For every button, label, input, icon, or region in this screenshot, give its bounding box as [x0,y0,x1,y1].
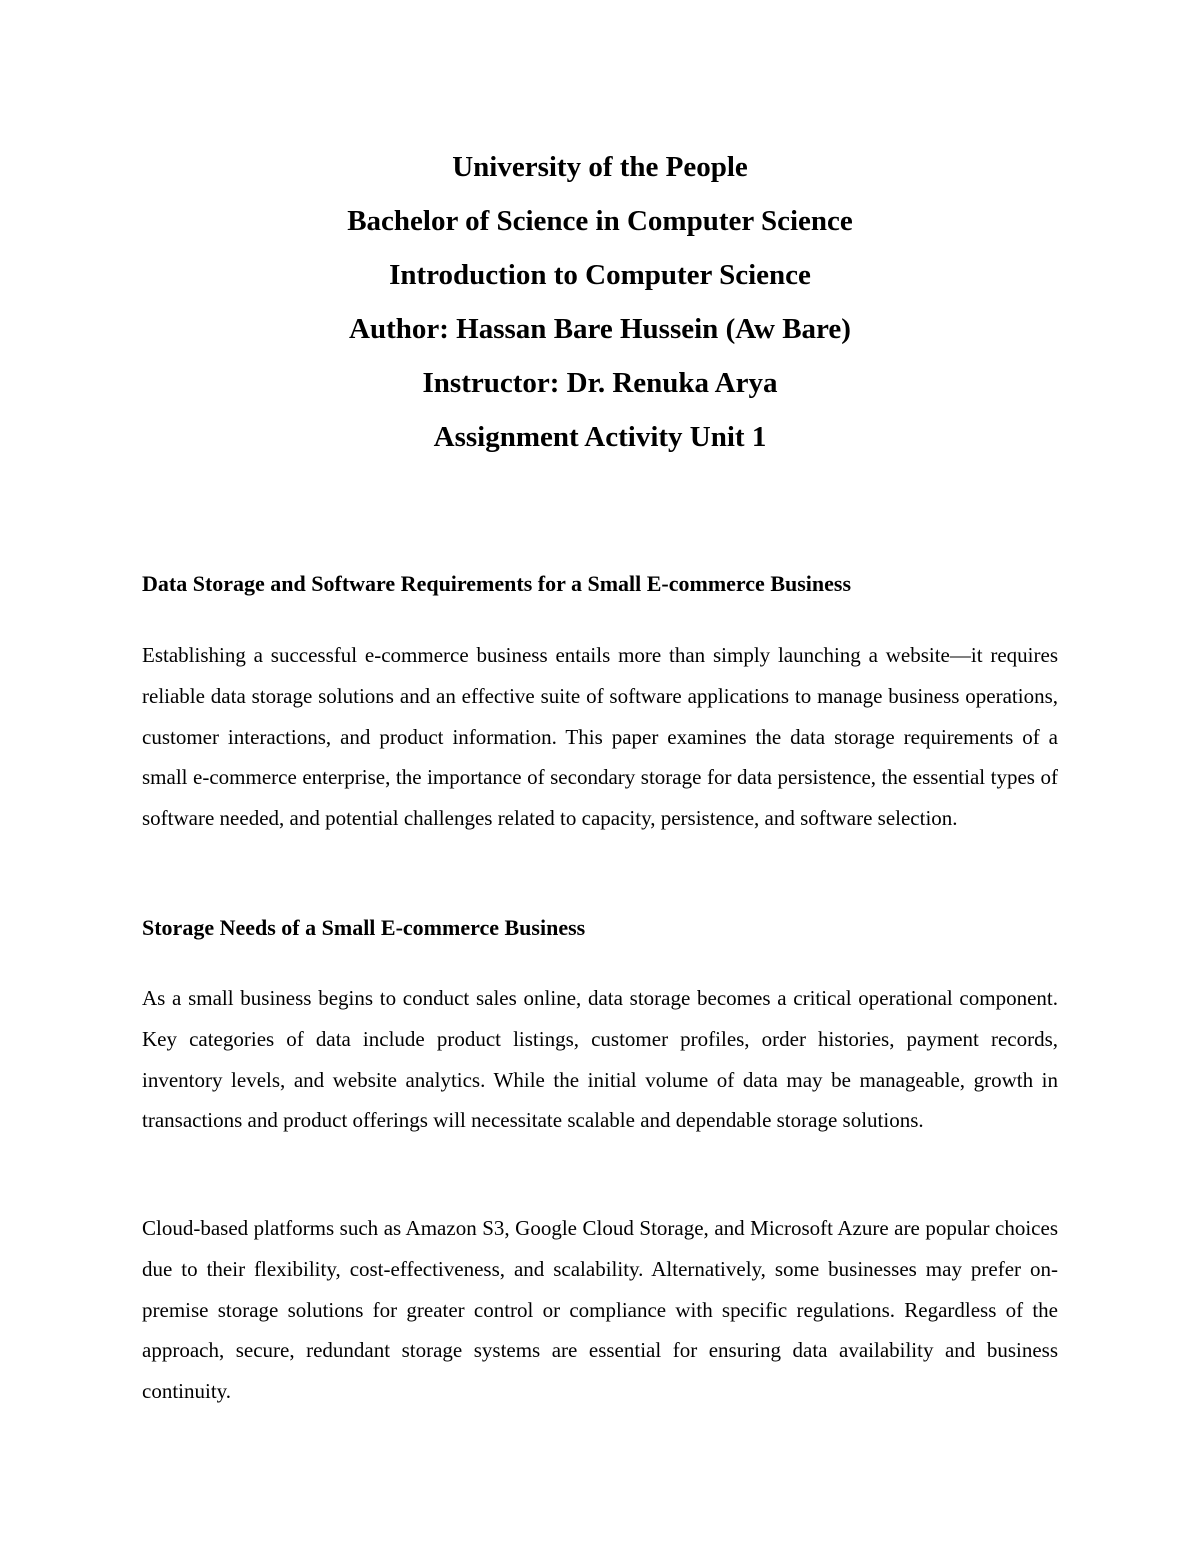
title-block [0,140,1200,464]
paragraph-storage-needs: As a small business begins to conduct sales online, data storage becomes a critical operational component. Key categories of data include product listings, customer profiles, order histories, payment records, inventory levels, and website analytics. While the initial volume of data may be manageable, growth in transactions and product offerings will necessitate scalable and dependable storage solutions. [142,986,1058,1133]
degree-program: Bachelor of Science in Computer Science [347,205,853,237]
course-name: Introduction to Computer Science [389,259,811,291]
section-heading-data-storage-software: Data Storage and Software Requirements for a Small E-commerce Business [142,571,852,596]
university-name: University of the People [452,151,748,183]
paragraph-cloud-platforms: Cloud-based platforms such as Amazon S3, Google Cloud Storage, and Microsoft Azure are popular choices due to their flexibility, cost-effectiveness, and scalability. Alternatively, some businesses may prefer on-premise storage solutions for greater control or compliance with specific regulations. Regardless of the approach, secure, redundant storage systems are essential for ensuring data availability and business continuity. [142,1216,1058,1404]
author-line: Author: Hassan Bare Hussein (Aw Bare) [349,313,851,345]
instructor-line: Instructor: Dr. Renuka Arya [422,367,778,399]
paragraph-introduction: Establishing a successful e-commerce business entails more than simply launching a website—it requires reliable data storage solutions and an effective suite of software applications to manage business operations, customer interactions, and product information. This paper examines the data storage requirements of a small e-commerce enterprise, the importance of secondary storage for data persistence, the essential types of software needed, and potential challenges related to capacity, persistence, and software selection. [142,643,1058,831]
assignment-title: Assignment Activity Unit 1 [433,421,767,453]
section-heading-storage-needs: Storage Needs of a Small E-commerce Business [142,915,586,940]
